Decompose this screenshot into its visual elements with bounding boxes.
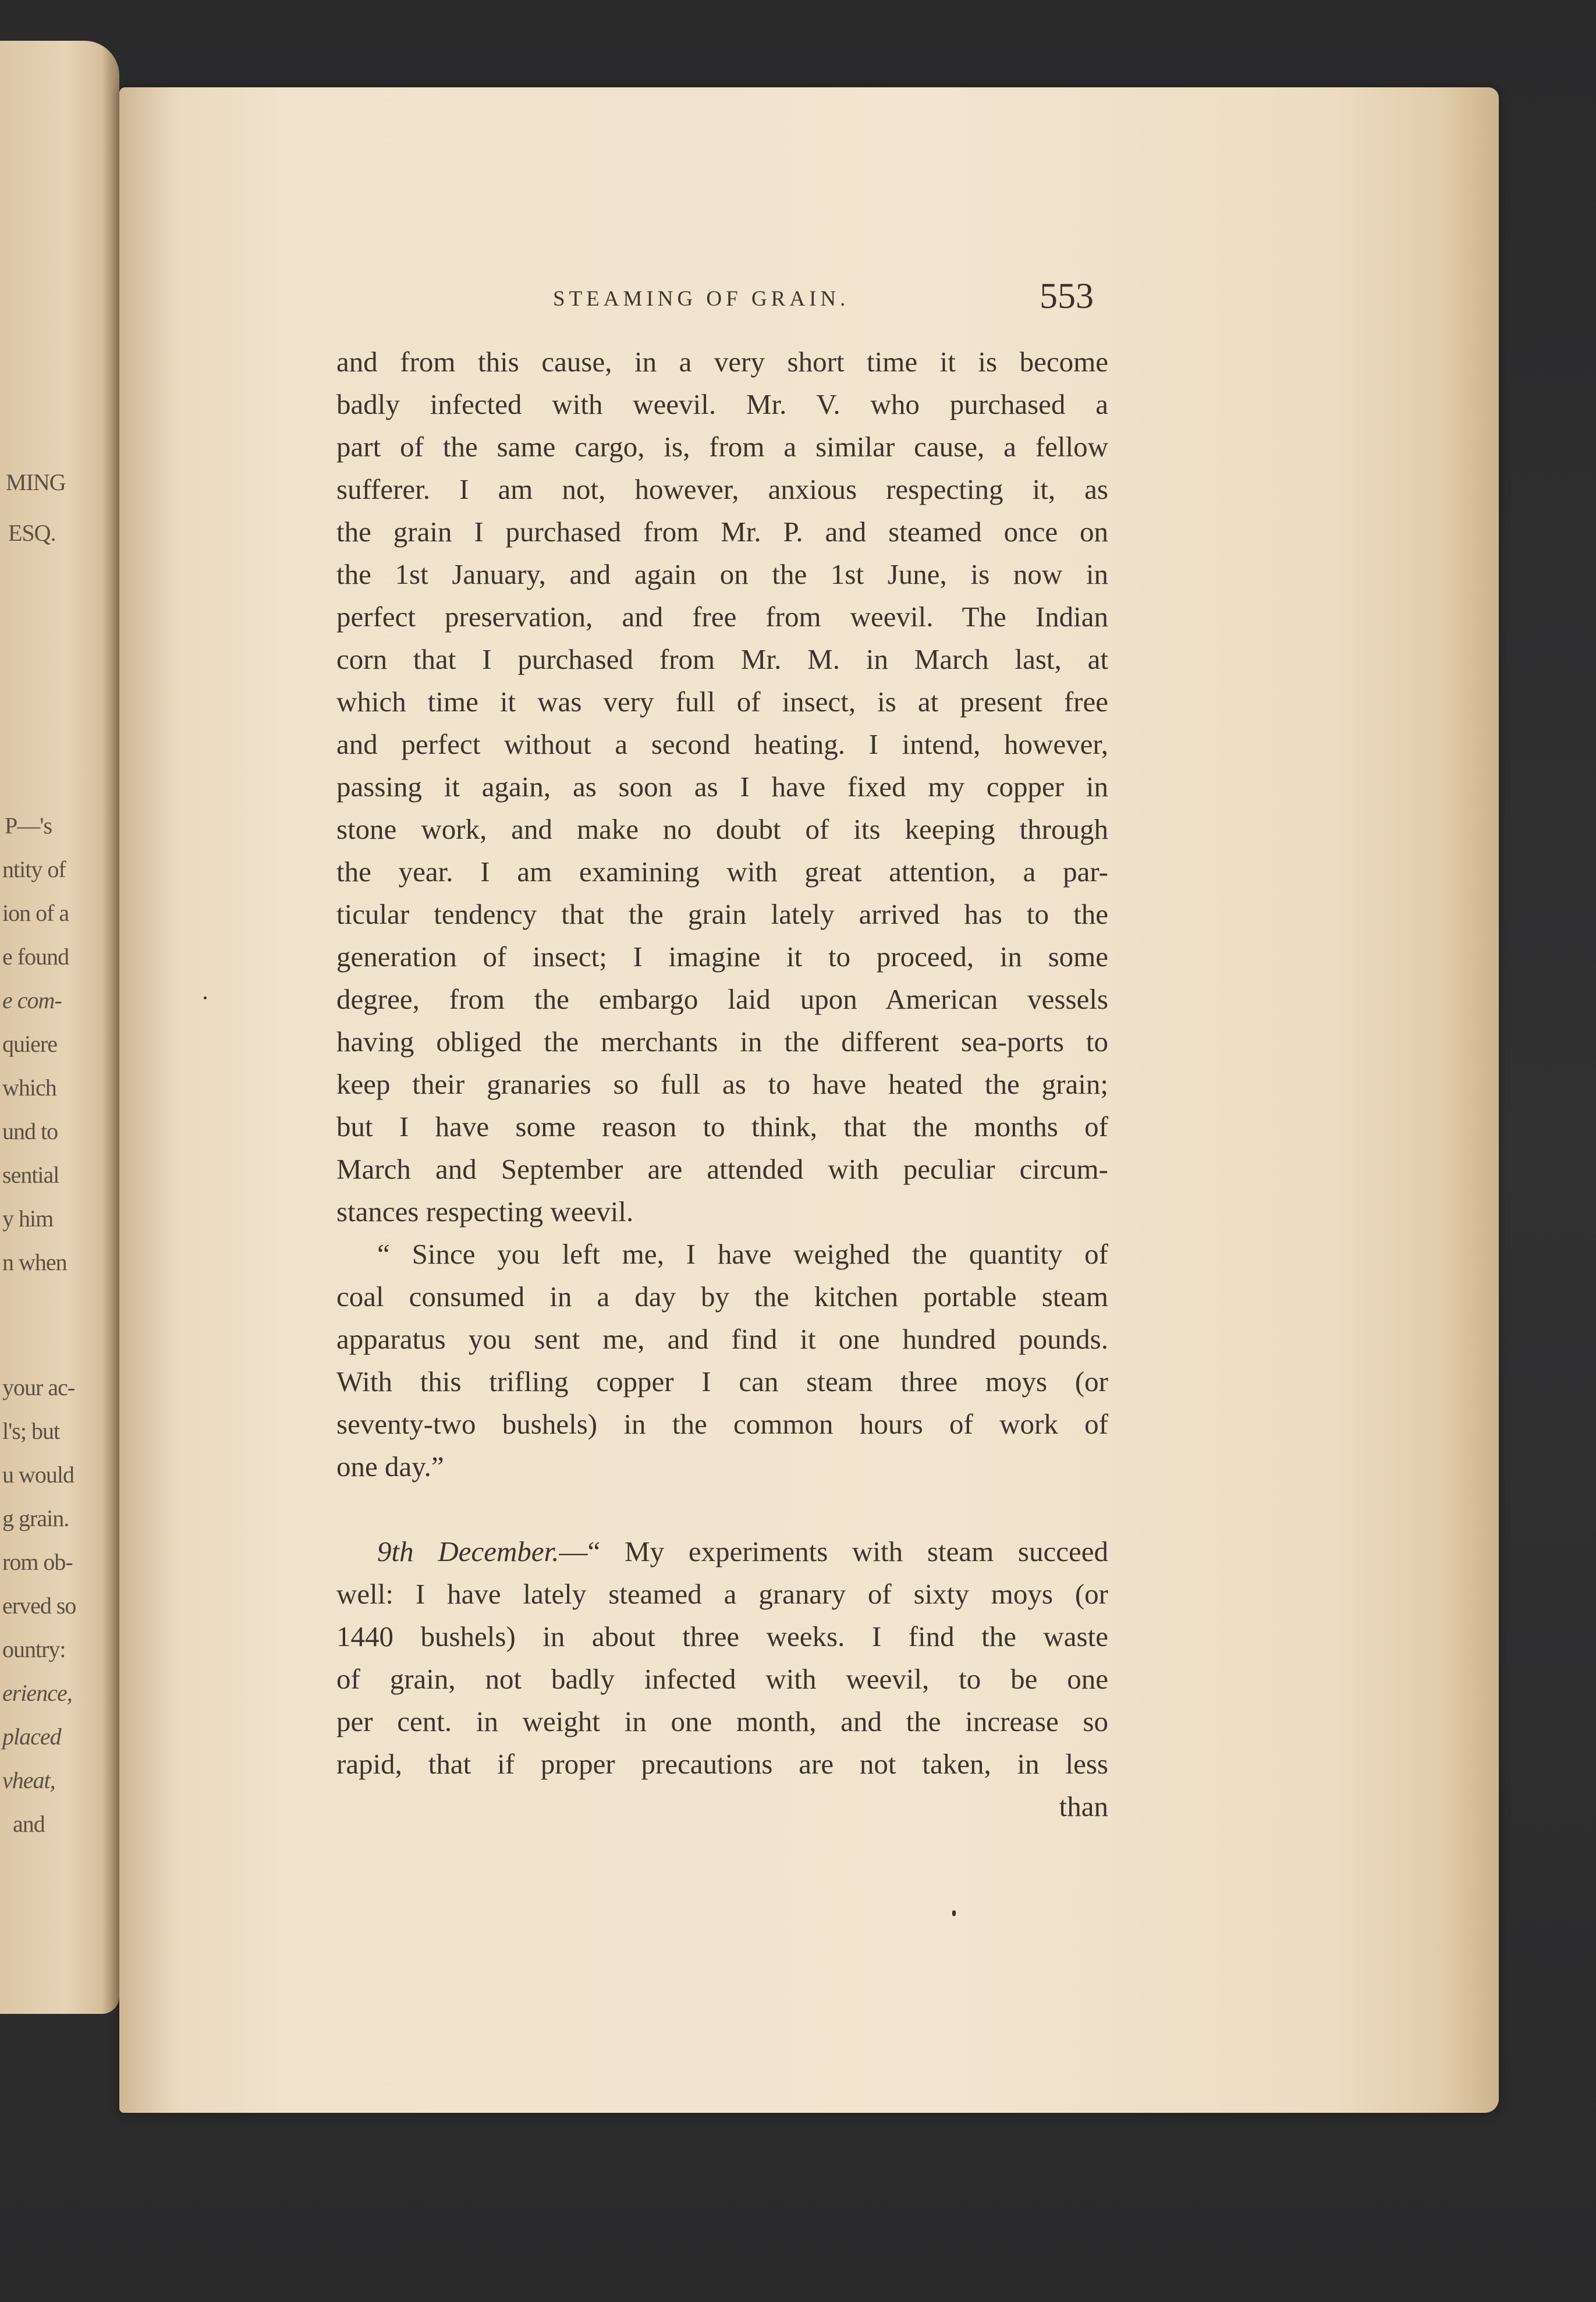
text-line: the grain I purchased from Mr. P. and steamed once on bbox=[336, 516, 1108, 548]
body-text bbox=[336, 340, 1108, 1828]
date-italic: 9th December. bbox=[377, 1535, 559, 1567]
text-line bbox=[336, 1530, 1108, 1573]
paragraph-gap bbox=[336, 1488, 1108, 1530]
left-fragment: und to bbox=[2, 1118, 58, 1144]
left-fragment: e com- bbox=[2, 987, 62, 1013]
text-line: badly infected with weevil. Mr. V. who purchased a bbox=[336, 388, 1108, 420]
text-line: perfect preservation, and free from weevil. The Indian bbox=[336, 601, 1108, 633]
text-line: well: I have lately steamed a granary of sixty moys (or bbox=[336, 1578, 1108, 1610]
left-fragment: sential bbox=[2, 1162, 59, 1188]
ink-speck bbox=[204, 996, 207, 999]
left-fragment: rom ob- bbox=[2, 1549, 73, 1575]
left-fragment: and bbox=[13, 1811, 45, 1837]
text-fragment: —“ My experiments with steam succeed bbox=[559, 1535, 1108, 1567]
text-line: having obliged the merchants in the different sea-ports to bbox=[336, 1026, 1108, 1058]
text-line: which time it was very full of insect, is at present free bbox=[336, 686, 1108, 718]
text-line: stances respecting weevil. bbox=[336, 1196, 634, 1228]
left-fragment: n when bbox=[2, 1249, 67, 1275]
left-fragment: placed bbox=[2, 1723, 61, 1750]
left-fragment: P—'s bbox=[5, 813, 52, 839]
text-line: seventy-two bushels) in the common hours of work of bbox=[336, 1408, 1108, 1440]
catchword: than bbox=[1059, 1790, 1108, 1822]
text-line: ticular tendency that the grain lately arrived has to the bbox=[336, 898, 1108, 930]
left-fragment: e found bbox=[2, 943, 69, 970]
text-line: keep their granaries so full as to have heated the grain; bbox=[336, 1068, 1108, 1100]
gutter-shadow bbox=[102, 41, 119, 2014]
left-fragment: l's; but bbox=[2, 1418, 60, 1444]
text-line: of grain, not badly infected with weevil, to be one bbox=[336, 1663, 1108, 1695]
left-fragment: erience, bbox=[2, 1680, 72, 1706]
left-fragment: erved so bbox=[2, 1592, 76, 1619]
left-fragment: vheat, bbox=[2, 1767, 55, 1793]
left-fragment: your ac- bbox=[2, 1374, 75, 1400]
text-line: the 1st January, and again on the 1st June, is now in bbox=[336, 558, 1108, 590]
running-head: STEAMING OF GRAIN. bbox=[553, 287, 850, 311]
text-line: one day.” bbox=[336, 1450, 444, 1482]
text-line: degree, from the embargo laid upon American vessels bbox=[336, 983, 1108, 1015]
text-line: apparatus you sent me, and find it one hundred pounds. bbox=[336, 1323, 1108, 1355]
left-fragment: y him bbox=[2, 1205, 54, 1232]
left-fragment: ESQ. bbox=[8, 520, 56, 546]
text-line: the year. I am examining with great attention, a par- bbox=[336, 856, 1108, 888]
text-line: and from this cause, in a very short time it is become bbox=[336, 346, 1108, 378]
text-line: March and September are attended with peculiar circum- bbox=[336, 1153, 1108, 1185]
left-fragment: ion of a bbox=[2, 900, 69, 926]
ink-speck bbox=[952, 1910, 956, 1916]
left-fragment: ntity of bbox=[2, 856, 66, 882]
text-line: part of the same cargo, is, from a similar cause, a fellow bbox=[336, 431, 1108, 463]
text-line: sufferer. I am not, however, anxious respecting it, as bbox=[336, 473, 1108, 505]
text-line: 1440 bushels) in about three weeks. I find the waste bbox=[336, 1620, 1108, 1652]
left-fragment: ountry: bbox=[2, 1636, 66, 1662]
text-line: With this trifling copper I can steam three moys (or bbox=[336, 1365, 1108, 1397]
page-number: 553 bbox=[1040, 276, 1094, 316]
text-line: “ Since you left me, I have weighed the quantity of bbox=[377, 1238, 1108, 1270]
left-fragment: MING bbox=[6, 469, 66, 495]
text-line: stone work, and make no doubt of its keeping through bbox=[336, 813, 1108, 845]
left-fragment: u would bbox=[2, 1462, 74, 1488]
text-line: and perfect without a second heating. I intend, however, bbox=[336, 728, 1108, 760]
left-fragment: which bbox=[2, 1074, 56, 1101]
text-line: rapid, that if proper precautions are not taken, in less bbox=[336, 1748, 1108, 1780]
text-line: generation of insect; I imagine it to proceed, in some bbox=[336, 941, 1108, 973]
text-line: per cent. in weight in one month, and the increase so bbox=[336, 1705, 1108, 1737]
text-line: passing it again, as soon as I have fixed my copper in bbox=[336, 771, 1108, 803]
left-fragment: quiere bbox=[2, 1031, 57, 1057]
text-line: but I have some reason to think, that the months of bbox=[336, 1111, 1108, 1143]
left-facing-page bbox=[0, 41, 119, 2014]
text-line: corn that I purchased from Mr. M. in March last, at bbox=[336, 643, 1108, 675]
left-fragment: g grain. bbox=[2, 1505, 69, 1531]
text-line: coal consumed in a day by the kitchen portable steam bbox=[336, 1281, 1108, 1313]
